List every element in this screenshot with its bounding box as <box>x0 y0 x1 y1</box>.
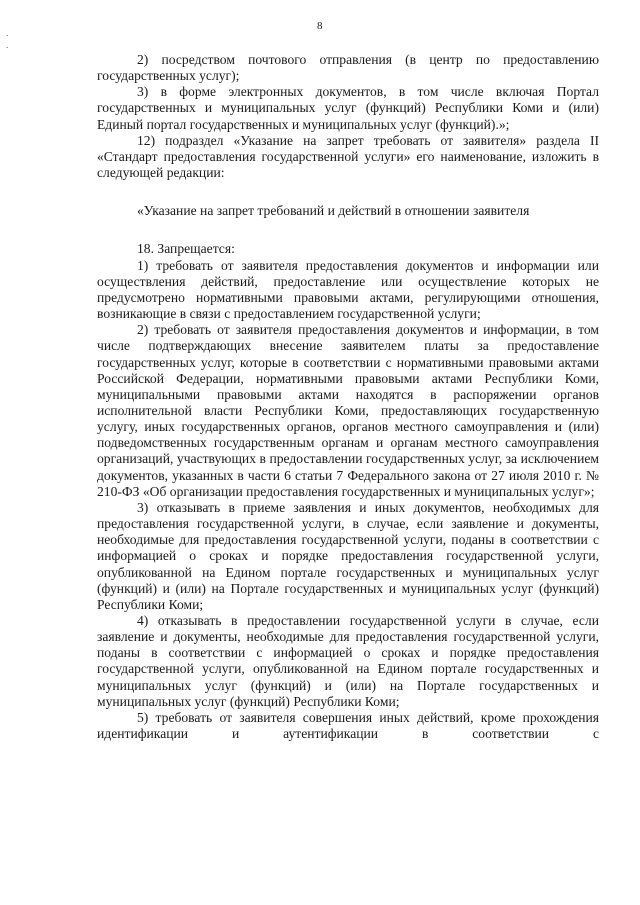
list-item: 1) требовать от заявителя предоставления документов и информации или осуществления действий, предоставление или осуществление которых не предусмотрено нормативными правовыми актами, регулирующими отношения, возникающие в связи с предоставлением государственной услуги; <box>97 257 599 322</box>
margin-mark: . <box>6 40 9 50</box>
list-item: 5) требовать от заявителя совершения иных действий, кроме прохождения идентификации и аутентификации в соответствии с <box>97 709 599 742</box>
paragraph: 3) в форме электронных документов, в том числе включая Портал государственных и муниципальных услуг (функций) Республики Коми и (или) Единый портал государственных и муниципальных услуг (функций).»; <box>97 84 599 132</box>
section-intro: 18. Запрещается: <box>137 241 235 257</box>
list-item: 2) требовать от заявителя предоставления документов и информации, в том числе подтверждающих внесение заявителем платы за предоставление государственных услуг, которые в соответствии с нормативными правовыми актами Российской Федерации, нормативными правовыми актами Республики Коми, муниципальными правовыми актами находятся в распоряжении органов исполнительной власти Республики Коми, предоставляющих государственную услугу, иных государственных органов, органов местного самоуправления и (или) подведомственных государственным органам и органам местного самоуправления организаций, участвующих в предоставлении государственных услуг, за исключением документов, указанных в части 6 статьи 7 Федерального закона от 27 июля 2010 г. № 210-ФЗ «Об организации предоставления государственных и муниципальных услуг»; <box>97 322 599 499</box>
page-number: 8 <box>317 20 323 32</box>
margin-mark: . <box>6 28 9 38</box>
paragraph: 2) посредством почтового отправления (в центр по предоставлению государственных услуг); <box>97 52 599 84</box>
list-item: 4) отказывать в предоставлении государственной услуги в случае, если заявление и документы, необходимые для предоставления государственной услуги, поданы в соответствии с информацией о сроках и порядке предоставления государственной услуги, опубликованной на Едином портале государственных и муниципальных услуг (функций) и (или) на Портале государственных и муниципальных услуг (функций) Республики Коми; <box>97 613 599 709</box>
section-heading: «Указание на запрет требований и действий в отношении заявителя <box>137 203 530 219</box>
spacer <box>97 181 599 203</box>
document-body <box>97 52 599 742</box>
list-item: 3) отказывать в приеме заявления и иных документов, необходимых для предоставления государственной услуги, в случае, если заявление и документы, необходимые для предоставления государственной услуги, поданы в соответствии с информацией о сроках и порядке предоставления государственной услуги, опубликованной на Едином портале государственных и муниципальных услуг (функций) и (или) на Портале государственных и муниципальных услуг (функций) Республики Коми; <box>97 499 599 612</box>
paragraph: 12) подраздел «Указание на запрет требовать от заявителя» раздела II «Стандарт предоставления государственной услуги» его наименование, изложить в следующей редакции: <box>97 132 599 181</box>
spacer <box>97 219 599 241</box>
